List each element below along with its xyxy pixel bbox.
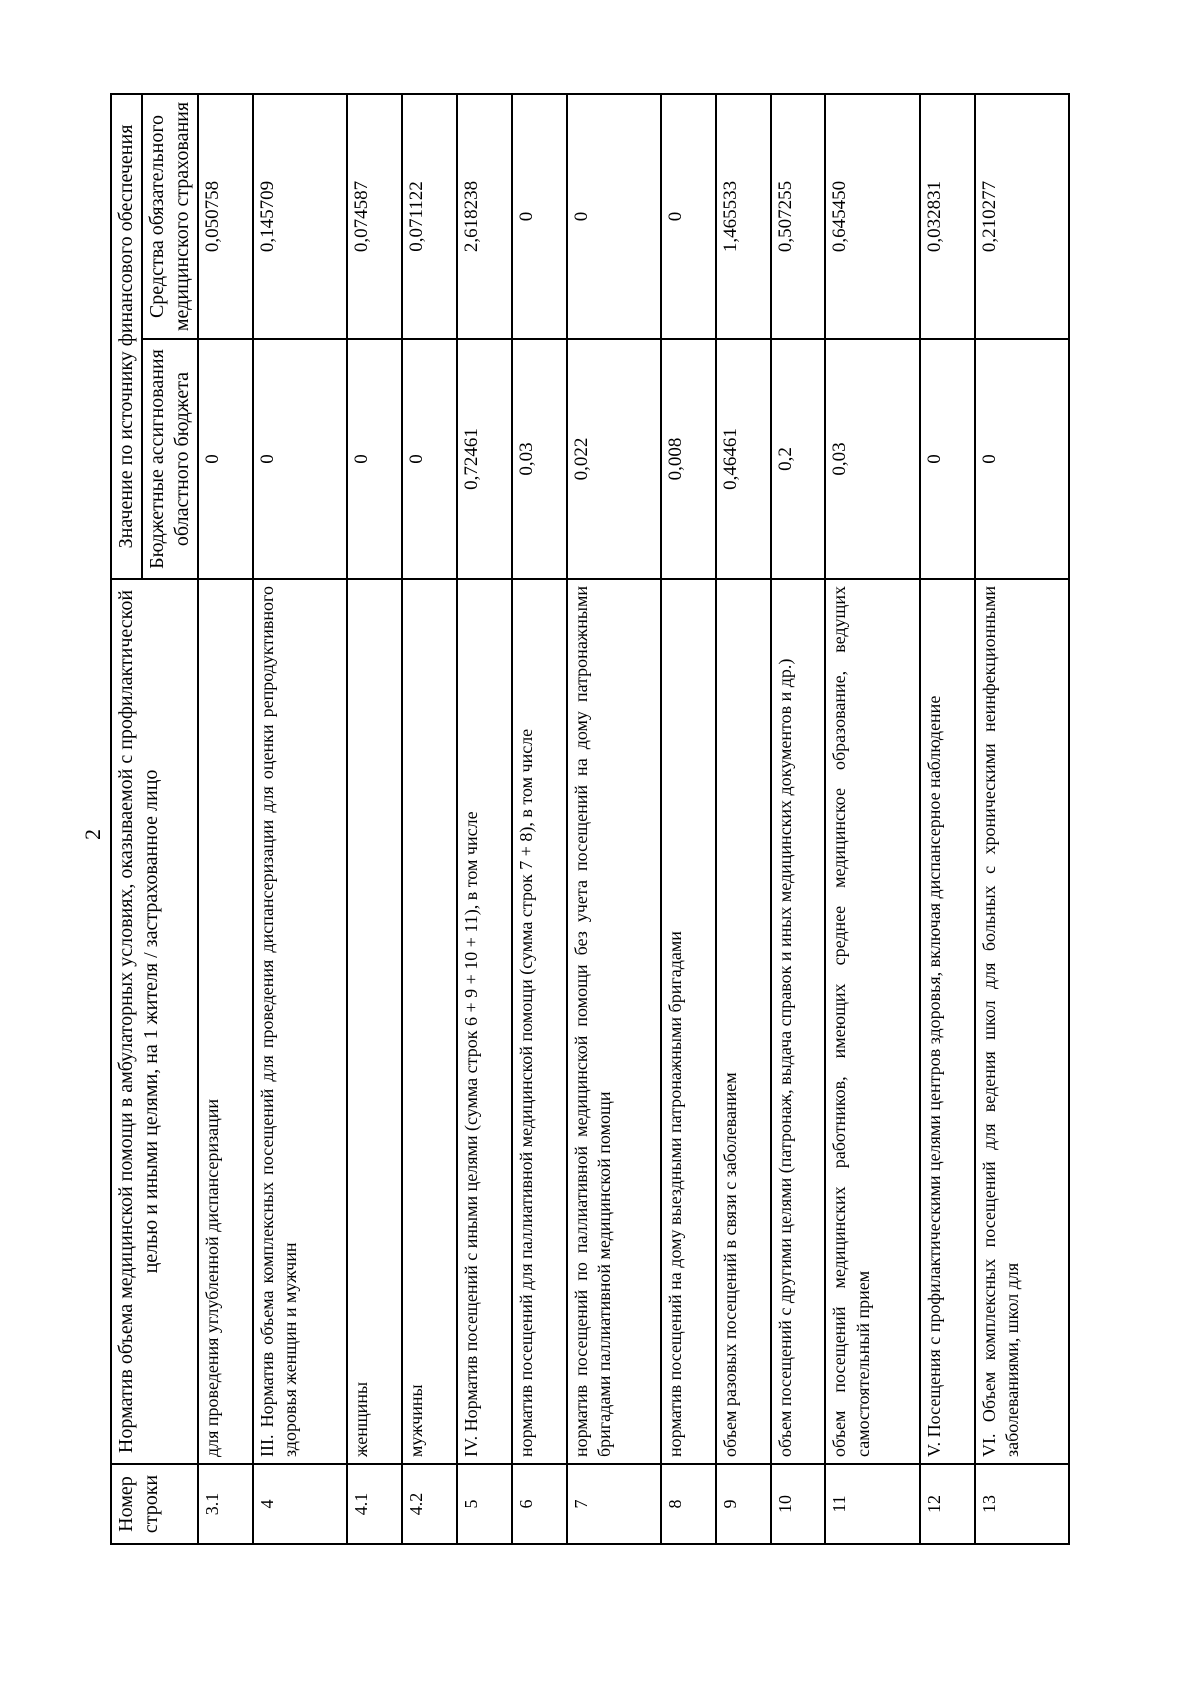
row-oms: 0,071122 (402, 94, 457, 339)
table-row (975, 94, 1069, 1544)
row-name: норматив посещений по паллиативной медицинской помощи без учета посещений на дому патронажными бригадами паллиативной медицинской помощи (567, 579, 661, 1464)
row-oms: 2,618238 (457, 94, 512, 339)
row-budget: 0,022 (567, 339, 661, 579)
row-oms: 0,074587 (347, 94, 402, 339)
row-number: 13 (975, 1464, 1069, 1544)
row-number: 10 (771, 1464, 826, 1544)
row-number: 7 (567, 1464, 661, 1544)
table-row (567, 94, 661, 1544)
row-name: объем посещений с другими целями (патронаж, выдача справок и иных медицинских документов и др.) (771, 579, 826, 1464)
row-oms: 0,507255 (771, 94, 826, 339)
header-budget: Бюджетные ассигнования областного бюджета (142, 339, 198, 579)
header-name: Норматив объема медицинской помощи в амбулаторных условиях, оказываемой с профилактической целью и иными целями, на 1 жителя / застрахованное лицо (111, 579, 198, 1464)
table-row (920, 94, 975, 1544)
row-oms: 0,032831 (920, 94, 975, 339)
row-name: объем посещений медицинских работников, имеющих среднее медицинское образование, ведущих самостоятельный прием (825, 579, 919, 1464)
table-row (661, 94, 716, 1544)
row-number: 11 (825, 1464, 919, 1544)
row-name: III. Норматив объема комплексных посещений для проведения диспансеризации для оценки репродуктивного здоровья женщин и мужчин (253, 579, 347, 1464)
row-oms: 0,145709 (253, 94, 347, 339)
row-budget: 0,46461 (716, 339, 771, 579)
row-budget: 0,008 (661, 339, 716, 579)
header-source-group: Значение по источнику финансового обеспечения (111, 94, 142, 579)
row-number: 4.1 (347, 1464, 402, 1544)
row-budget: 0,03 (512, 339, 567, 579)
table-row (771, 94, 826, 1544)
table-row (825, 94, 919, 1544)
row-budget: 0,72461 (457, 339, 512, 579)
norms-table (110, 93, 1070, 1545)
row-number: 4 (253, 1464, 347, 1544)
table-row (512, 94, 567, 1544)
row-oms: 0 (567, 94, 661, 339)
row-name: VI. Объем комплексных посещений для ведения школ для больных с хроническими неинфекционными заболеваниями, школ для (975, 579, 1069, 1464)
row-name: V. Посещения с профилактическими целями центров здоровья, включая диспансерное наблюдение (920, 579, 975, 1464)
row-oms: 0 (661, 94, 716, 339)
row-oms: 1,465533 (716, 94, 771, 339)
row-number: 6 (512, 1464, 567, 1544)
table-row (253, 94, 347, 1544)
row-number: 9 (716, 1464, 771, 1544)
table-row (716, 94, 771, 1544)
row-number: 8 (661, 1464, 716, 1544)
table-row (347, 94, 402, 1544)
row-budget: 0 (402, 339, 457, 579)
row-name: IV. Норматив посещений с иными целями (сумма строк 6 + 9 + 10 + 11), в том числе (457, 579, 512, 1464)
row-budget: 0 (975, 339, 1069, 579)
table-row (402, 94, 457, 1544)
row-oms: 0,210277 (975, 94, 1069, 339)
row-budget: 0 (198, 339, 253, 579)
table-row (198, 94, 253, 1544)
row-number: 12 (920, 1464, 975, 1544)
row-name: объем разовых посещений в связи с заболеванием (716, 579, 771, 1464)
row-name: женщины (347, 579, 402, 1464)
row-number: 4.2 (402, 1464, 457, 1544)
header-oms: Средства обязательного медицинского страхования (142, 94, 198, 339)
row-budget: 0 (253, 339, 347, 579)
row-oms: 0,645450 (825, 94, 919, 339)
row-budget: 0,03 (825, 339, 919, 579)
row-number: 3.1 (198, 1464, 253, 1544)
row-name: норматив посещений для паллиативной медицинской помощи (сумма строк 7 + 8), в том числе (512, 579, 567, 1464)
row-oms: 0 (512, 94, 567, 339)
header-row-number: Номер строки (111, 1464, 198, 1544)
row-budget: 0,2 (771, 339, 826, 579)
row-oms: 0,050758 (198, 94, 253, 339)
table-row (457, 94, 512, 1544)
row-name: мужчины (402, 579, 457, 1464)
rotated-table-wrapper (110, 95, 1070, 1545)
page-number: 2 (80, 829, 105, 840)
row-budget: 0 (920, 339, 975, 579)
row-name: норматив посещений на дому выездными патронажными бригадами (661, 579, 716, 1464)
row-name: для проведения углубленной диспансеризации (198, 579, 253, 1464)
row-number: 5 (457, 1464, 512, 1544)
row-budget: 0 (347, 339, 402, 579)
